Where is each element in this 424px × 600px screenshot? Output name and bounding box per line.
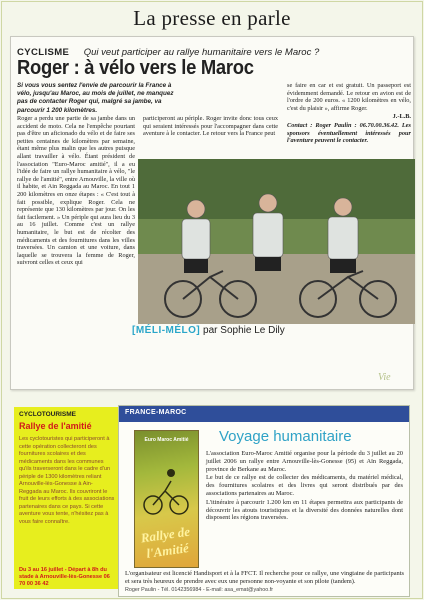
kicker-row xyxy=(17,42,413,58)
voyage-clipping xyxy=(118,405,410,597)
cyclotourisme-sidebar xyxy=(14,407,120,589)
section-label: FRANCE-MAROC xyxy=(125,409,187,416)
caption-label: [MÉLI-MÉLO] xyxy=(132,325,201,336)
article-contact: Contact : Roger Paulin : 06.70.00.36.42. Les sponsors éventuellement intéressés pour l'aventure peuvent le contacter. xyxy=(287,121,411,145)
sidebar-body: Les cyclotouristes qui participeront à cette opération collecteront des fournitures scolaires et des médicaments dans les communes qu'ils traverseront dans le cadre d'un périple de 1300 kilomètres reliant Arnouville-lès-Gonesse à Ain-Reggada au Maroc. Ils couvriront le fruit de leurs efforts à des associations partenaires dans ce pays. Si cette aventure vous tente, n'hésitez pas à vous faire connaître. xyxy=(19,436,115,525)
article-lead: Si vous vous sentez l'envie de parcourir la France à vélo, jusqu'au Maroc, au mois de juillet, ne manquez pas de contacter Roger qui, malgré sa jambe, va parcourir 1 200 kilomètres. xyxy=(17,82,174,114)
section-kicker: CYCLISME xyxy=(17,47,70,58)
voyage-contact: Roger Paulin - Tél. 0142356984 - E-mail: asa_emat@yahoo.fr xyxy=(125,587,274,593)
article-photo xyxy=(138,159,415,324)
voyage-paragraph: Le but de ce rallye est de collecter des médicaments, du matériel médical, des fournitures scolaires et des livres qui seront distribués par des associations partenaires au Maroc. xyxy=(206,474,403,497)
sidebar-title: Rallye de l'amitié xyxy=(19,421,92,431)
poster-title: Euro Maroc Amitié xyxy=(144,437,189,443)
rallye-poster xyxy=(134,430,199,568)
voyage-paragraph: L'itinéraire à parcourir 1.200 km en 11 étapes permettra aux participants de découvrir les atouts touristiques et la diversité des données naturelles dont disposent les régions traversées. xyxy=(206,498,403,522)
article-byline: J.-L.B. xyxy=(392,113,411,121)
kicker-question: Qui veut participer au rallye humanitaire vers le Maroc ? xyxy=(83,47,320,58)
section-banner xyxy=(119,406,409,422)
voyage-title: Voyage humanitaire xyxy=(219,428,352,445)
article-column-2 xyxy=(143,115,278,139)
sidebar-contact: Du 3 au 16 juillet - Départ à 8h du stade à Arnouville-lès-Gonesse 06 70 00 36 42 xyxy=(19,567,110,588)
photo-caption xyxy=(132,325,402,336)
voyage-paragraph: L'association Euro-Maroc Amitié organise pour la période du 3 juillet au 20 juillet 2006 un rallye entre Arnouville-lès-Gonesse (95) et Aïn Reggada, province de Berkane au Maroc. xyxy=(206,450,403,473)
article-column-1 xyxy=(17,115,135,268)
voyage-closing: L'organisateur est licencié Handisport et à la FFCT. Il recherche pour ce rallye, une vingtaine de participants et sera très heureux de prendre avec eux une personne non-voyante et son pilote (tandem). xyxy=(125,570,404,585)
column-2-text: participeront au périple. Roger invite donc tous ceux qui seraient intéressés pour l'accompagner dans cette aventure à le contacter. Le retour vers la France peut xyxy=(143,115,278,138)
column-1-text: Roger a perdu une partie de sa jambe dans un accident de moto. Cela ne l'empêche pourtant pas d'être un aficionado du vélo et de faire ses petites centaines de kilomètres par semaine, étant même plus malin que les autres puisque allant travailler à vélo. Étant président de l'association "Euro-Maroc amitié", il a eu l'idée de faire un rallye humanitaire à vélo, "le rallye de l'amitié", entre Arnouville, la ville où il habite, et Ain Reggada au Maroc. En tout 1 200 kilomètres en onze étapes : « C'est tout à fait possible, explique Roger. Cela ne représente que 130 kilomètres par jour. On les fait facilement. » Un périple qui aura lieu du 3 au 16 juillet. Comme c'est un rallye humanitaire, le but est de récolter des médicaments et des fournitures dans les villes traversées. Un camion et une voiture, dans laquelle se trouvera la femme de Roger, suivront celles et ceux qui xyxy=(17,115,135,267)
article-headline: Roger : à vélo vers le Maroc xyxy=(17,57,254,79)
column-3-text: se faire en car et est gratuit. Un passeport est évidemment demandé. Le retour en avion est de l'ordre de 200 euros. « 1200 kilomètres en vélo, c'est du plaisir », affirme Roger. xyxy=(287,82,411,112)
page-title: La presse en parle xyxy=(133,6,291,30)
article-column-3 xyxy=(287,82,411,146)
voyage-body xyxy=(206,450,403,523)
handwritten-signature: Vie xyxy=(378,372,391,383)
caption-author: par Sophie Le Dily xyxy=(203,325,285,336)
article-clipping xyxy=(10,36,414,390)
cyclists-photo-illustration xyxy=(138,159,415,324)
poster-big-title: Rallye de l'Amitié xyxy=(139,523,191,561)
cyclist-icon xyxy=(141,461,192,521)
sidebar-heading: CYCLOTOURISME xyxy=(19,411,76,418)
